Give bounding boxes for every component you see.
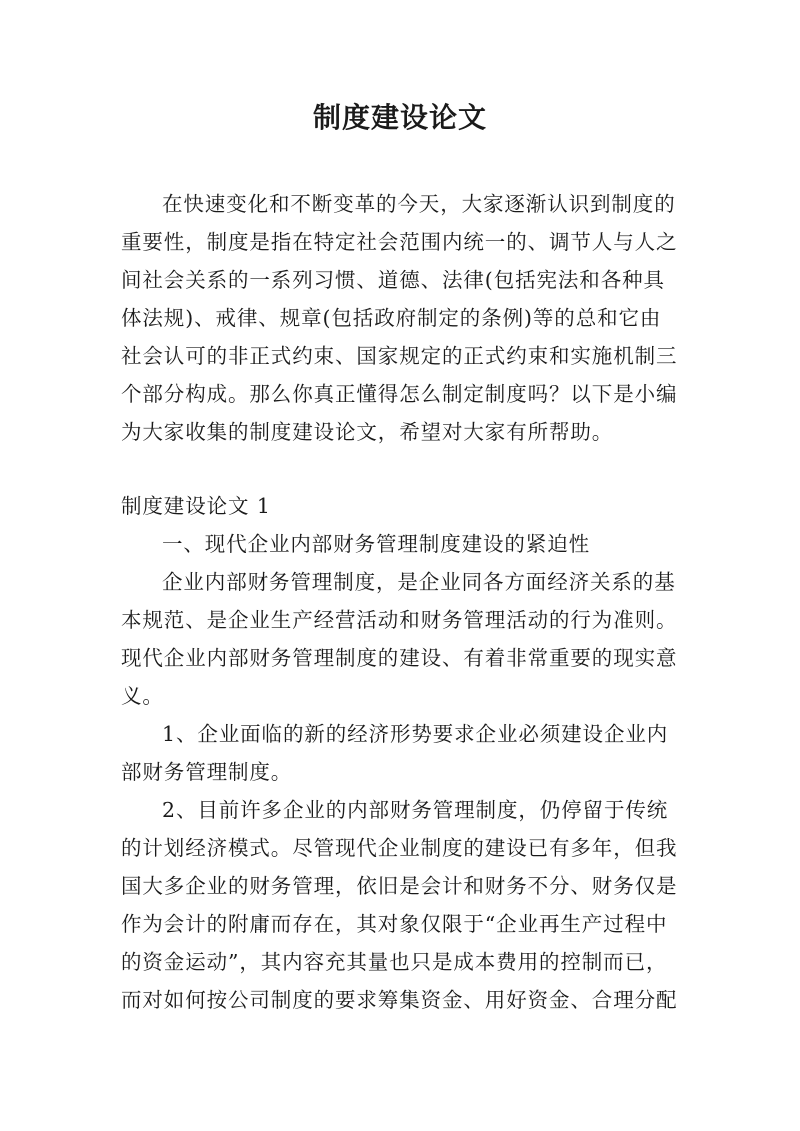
intro-line: 间社会关系的一系列习惯、道德、法律(包括宪法和各种具 bbox=[121, 268, 665, 292]
paragraph-line: 义。 bbox=[121, 684, 164, 708]
intro-line: 体法规)、戒律、规章(包括政府制定的条例)等的总和它由 bbox=[121, 306, 662, 330]
intro-line: 社会认可的非正式约束、国家规定的正式约束和实施机制三 bbox=[121, 344, 678, 368]
intro-line: 在快速变化和不断变革的今天，大家逐渐认识到制度的 bbox=[162, 192, 676, 216]
paragraph-line: 1、企业面临的新的经济形势要求企业必须建设企业内 bbox=[162, 722, 669, 746]
paragraph-line: 的资金运动”，其内容充其量也只是成本费用的控制而已， bbox=[121, 950, 668, 974]
paragraph-line: 本规范、是企业生产经营活动和财务管理活动的行为准则。 bbox=[121, 608, 678, 632]
intro-line: 为大家收集的制度建设论文，希望对大家有所帮助。 bbox=[121, 420, 614, 444]
paragraph-line: 国大多企业的财务管理，依旧是会计和财务不分、财务仅是 bbox=[121, 874, 678, 898]
intro-line: 个部分构成。那么你真正懂得怎么制定制度吗？以下是小编 bbox=[121, 382, 678, 406]
subheading: 一、现代企业内部财务管理制度建设的紧迫性 bbox=[162, 532, 590, 556]
section-heading: 制度建设论文 1 bbox=[121, 494, 271, 518]
document-title: 制度建设论文 bbox=[312, 101, 487, 134]
paragraph-line: 作为会计的附庸而存在，其对象仅限于“企业再生产过程中 bbox=[121, 912, 668, 936]
paragraph-line: 的计划经济模式。尽管现代企业制度的建设已有多年，但我 bbox=[121, 836, 678, 860]
intro-line: 重要性，制度是指在特定社会范围内统一的、调节人与人之 bbox=[121, 230, 678, 254]
paragraph-line: 企业内部财务管理制度，是企业同各方面经济关系的基 bbox=[162, 570, 676, 594]
paragraph-line: 而对如何按公司制度的要求筹集资金、用好资金、合理分配 bbox=[121, 988, 678, 1012]
paragraph-line: 2、目前许多企业的内部财务管理制度，仍停留于传统 bbox=[162, 798, 669, 822]
paragraph-line: 现代企业内部财务管理制度的建设、有着非常重要的现实意 bbox=[121, 646, 678, 670]
paragraph-line: 部财务管理制度。 bbox=[121, 760, 293, 784]
